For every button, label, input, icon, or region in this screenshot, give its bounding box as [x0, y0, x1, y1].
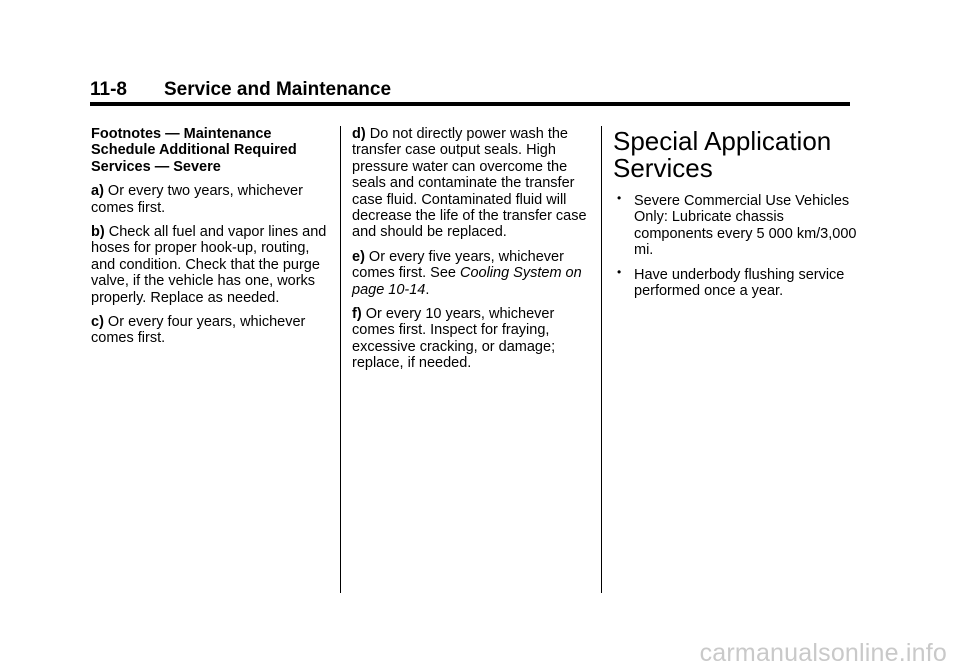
footnote-e [352, 249, 592, 298]
column-divider [601, 126, 602, 593]
special-services-title: Special Application Services [613, 126, 832, 183]
bullet-icon: • [617, 191, 622, 205]
footnote-label: d) [352, 126, 366, 142]
footnote-text: Check all fuel and vapor lines and hoses for proper hook-up, routing, and condition. Check that the purge valve, if the vehicle has one, works properly. Replace as needed. [91, 224, 327, 306]
column-right [613, 126, 858, 307]
list-item-text: Severe Commercial Use Vehicles Only: Lubricate chassis components every 5 000 km/3,000 mi. [634, 193, 857, 259]
footnote-label: a) [91, 183, 104, 200]
footnote-label: e) [352, 248, 365, 265]
footnotes-heading: Footnotes — Maintenance Schedule Additional Required Services — Severe [91, 126, 297, 175]
page-header [90, 79, 850, 101]
list-item [613, 264, 858, 300]
column-left [91, 126, 331, 355]
footnote-label: b) [91, 224, 105, 241]
list-item [613, 193, 858, 259]
page-number: 11-8 [90, 79, 127, 100]
footnote-text: Or every 10 years, whichever comes first. Inspect for fraying, excessive cracking, or damage; replace, if needed. [352, 306, 556, 372]
special-services-list [613, 193, 858, 299]
footnote-f [352, 306, 592, 372]
footnote-text-end: . [425, 281, 430, 298]
footnote-label: c) [91, 314, 104, 331]
section-title: Service and Maintenance [164, 79, 392, 100]
list-item-text: Have underbody flushing service performed once a year. [634, 266, 845, 300]
column-middle [352, 126, 592, 380]
footnote-d [352, 126, 592, 241]
footnote-text: Do not directly power wash the transfer case output seals. High pressure water can overcome the seals and contaminate the transfer case fluid. Contaminated fluid will decrease the life of the transfer case and should be replaced. [352, 126, 587, 241]
footnote-text: Or every four years, whichever comes first. [91, 314, 306, 347]
footnote-b [91, 224, 331, 306]
footnote-c [91, 314, 331, 347]
footnote-text: Or every five years, whichever comes first. See [352, 248, 564, 282]
header-rule [90, 102, 850, 106]
cross-reference-link[interactable]: Cooling System on page 10-14 [352, 265, 582, 298]
column-divider [340, 126, 341, 593]
footnote-label: f) [352, 306, 362, 323]
footnote-text: Or every two years, whichever comes first. [91, 183, 303, 216]
footnote-a [91, 183, 331, 216]
bullet-icon: • [617, 264, 622, 279]
watermark: carmanualsonline.info [699, 639, 947, 667]
